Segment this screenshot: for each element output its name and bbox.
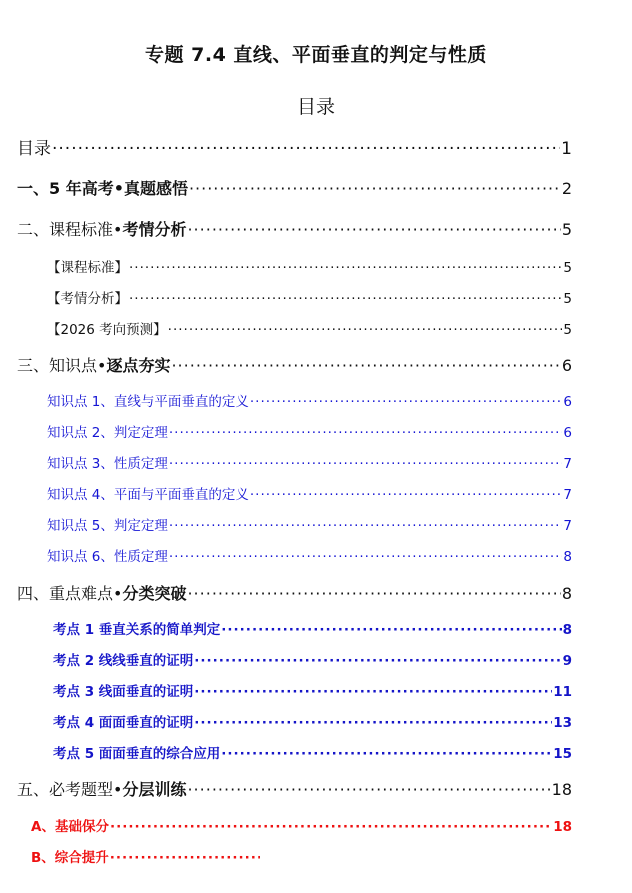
toc-leader-dots [110,819,552,835]
toc-entry-label: 三、知识点• [17,356,107,375]
toc-entry-label: 知识点 4、平面与平面垂直的定义 [47,487,249,503]
toc-entry-exam-point-2[interactable] [53,649,572,669]
toc-entry-section-2[interactable] [17,217,572,240]
toc-entry-exam-point-4[interactable] [53,711,572,731]
toc-entry-knowledge-1[interactable] [47,390,572,410]
toc-entry-course-standard[interactable] [47,256,572,276]
toc-entry-label-emphasis: 分类突破 [122,584,187,603]
toc-page-number: 5 [563,322,572,338]
toc-entry-label-emphasis: 考情分析 [122,220,187,239]
toc-page-number: 18 [553,819,572,835]
toc-page-number: 7 [563,518,572,534]
toc-entry-section-5[interactable] [17,777,572,800]
toc-entry-label: 五、必考题型• [17,780,123,799]
toc-entry-label: 【课程标准】 [47,260,128,276]
toc-entry-label: 【考情分析】 [47,291,128,307]
toc-leader-dots [169,456,563,472]
toc-entry-label: 目录 [17,139,51,159]
toc-entry-label: 知识点 3、性质定理 [47,456,168,472]
toc-entry-knowledge-6[interactable] [47,545,572,565]
toc-entry-label: 【2026 考向预测】 [47,322,167,338]
toc-entry-forecast[interactable] [47,318,572,338]
toc-page-number: 1 [561,139,572,159]
toc-leader-dots [171,356,560,375]
toc-entry-label: 考点 2 线线垂直的证明 [53,653,194,669]
toc-entry-knowledge-4[interactable] [47,483,572,503]
toc-entry-contents[interactable] [17,134,572,159]
toc-page-number: 5 [561,220,572,239]
toc-page-number: 15 [553,746,572,762]
toc-entry-label: 二、课程标准• [17,220,123,239]
toc-page-number: 6 [563,394,572,410]
toc-page-number: 6 [563,425,572,441]
toc-heading: 目录 [296,96,335,118]
toc-entry-knowledge-3[interactable] [47,452,572,472]
toc-entry-label: 考点 4 面面垂直的证明 [53,715,194,731]
toc-entry-label: 知识点 5、判定定理 [47,518,168,534]
toc-entry-section-1[interactable] [17,176,572,199]
toc-entry-label: 考点 5 面面垂直的综合应用 [53,746,221,762]
toc-leader-dots [221,622,561,638]
toc-leader-dots [52,139,560,159]
toc-entry-label-emphasis: 逐点夯实 [106,356,171,375]
toc-page-number: 8 [562,622,572,638]
toc-page-number: 7 [563,456,572,472]
toc-entry-label: 知识点 6、性质定理 [47,549,168,565]
toc-leader-dots [129,291,562,307]
toc-entry-label: 一、5 年高考• [17,179,124,198]
toc-leader-dots [168,322,563,338]
toc-page-number: 9 [562,653,572,669]
toc-leader-dots [187,584,560,603]
toc-page-number: 8 [561,584,572,603]
toc-entry-exam-analysis[interactable] [47,287,572,307]
toc-page-number: 2 [561,179,572,198]
toc-leader-dots [194,715,552,731]
toc-entry-label: B、综合提升 [31,850,109,866]
toc-entry-label-emphasis: 真题感悟 [123,179,188,198]
toc-page-number: 6 [561,356,572,375]
toc-leader-dots [189,179,561,198]
toc-page-number: 18 [551,780,572,799]
toc-entry-advanced[interactable] [31,846,261,866]
toc-leader-dots [110,850,260,866]
toc-leader-dots [250,394,563,410]
toc-leader-dots [169,518,563,534]
toc-leader-dots [194,684,552,700]
toc-entry-exam-point-1[interactable] [53,618,572,638]
toc-leader-dots [169,549,563,565]
toc-entry-section-4[interactable] [17,581,572,604]
toc-entry-label-emphasis: 分层训练 [122,780,187,799]
toc-entry-label: A、基础保分 [31,819,109,835]
toc-page-number: 8 [563,549,572,565]
toc-leader-dots [129,260,562,276]
toc-entry-label: 考点 3 线面垂直的证明 [53,684,194,700]
toc-entry-knowledge-2[interactable] [47,421,572,441]
toc-entry-label: 知识点 2、判定定理 [47,425,168,441]
toc-page-number: 5 [563,291,572,307]
toc-entry-basic[interactable] [31,815,572,835]
toc-leader-dots [187,780,550,799]
toc-leader-dots [169,425,563,441]
toc-page-number: 11 [553,684,572,700]
toc-page-number: 13 [553,715,572,731]
toc-leader-dots [194,653,561,669]
toc-entry-label: 知识点 1、直线与平面垂直的定义 [47,394,249,410]
toc-entry-exam-point-5[interactable] [53,742,572,762]
toc-leader-dots [250,487,563,503]
toc-page-number: 5 [563,260,572,276]
toc-page-number: 7 [563,487,572,503]
toc-entry-section-3[interactable] [17,353,572,376]
document-title: 专题 7.4 直线、平面垂直的判定与性质 [145,44,487,66]
toc-entry-knowledge-5[interactable] [47,514,572,534]
toc-entry-exam-point-3[interactable] [53,680,572,700]
toc-entry-label: 四、重点难点• [17,584,123,603]
toc-entry-label: 考点 1 垂直关系的简单判定 [53,622,221,638]
toc-leader-dots [187,220,560,239]
toc-leader-dots [221,746,552,762]
